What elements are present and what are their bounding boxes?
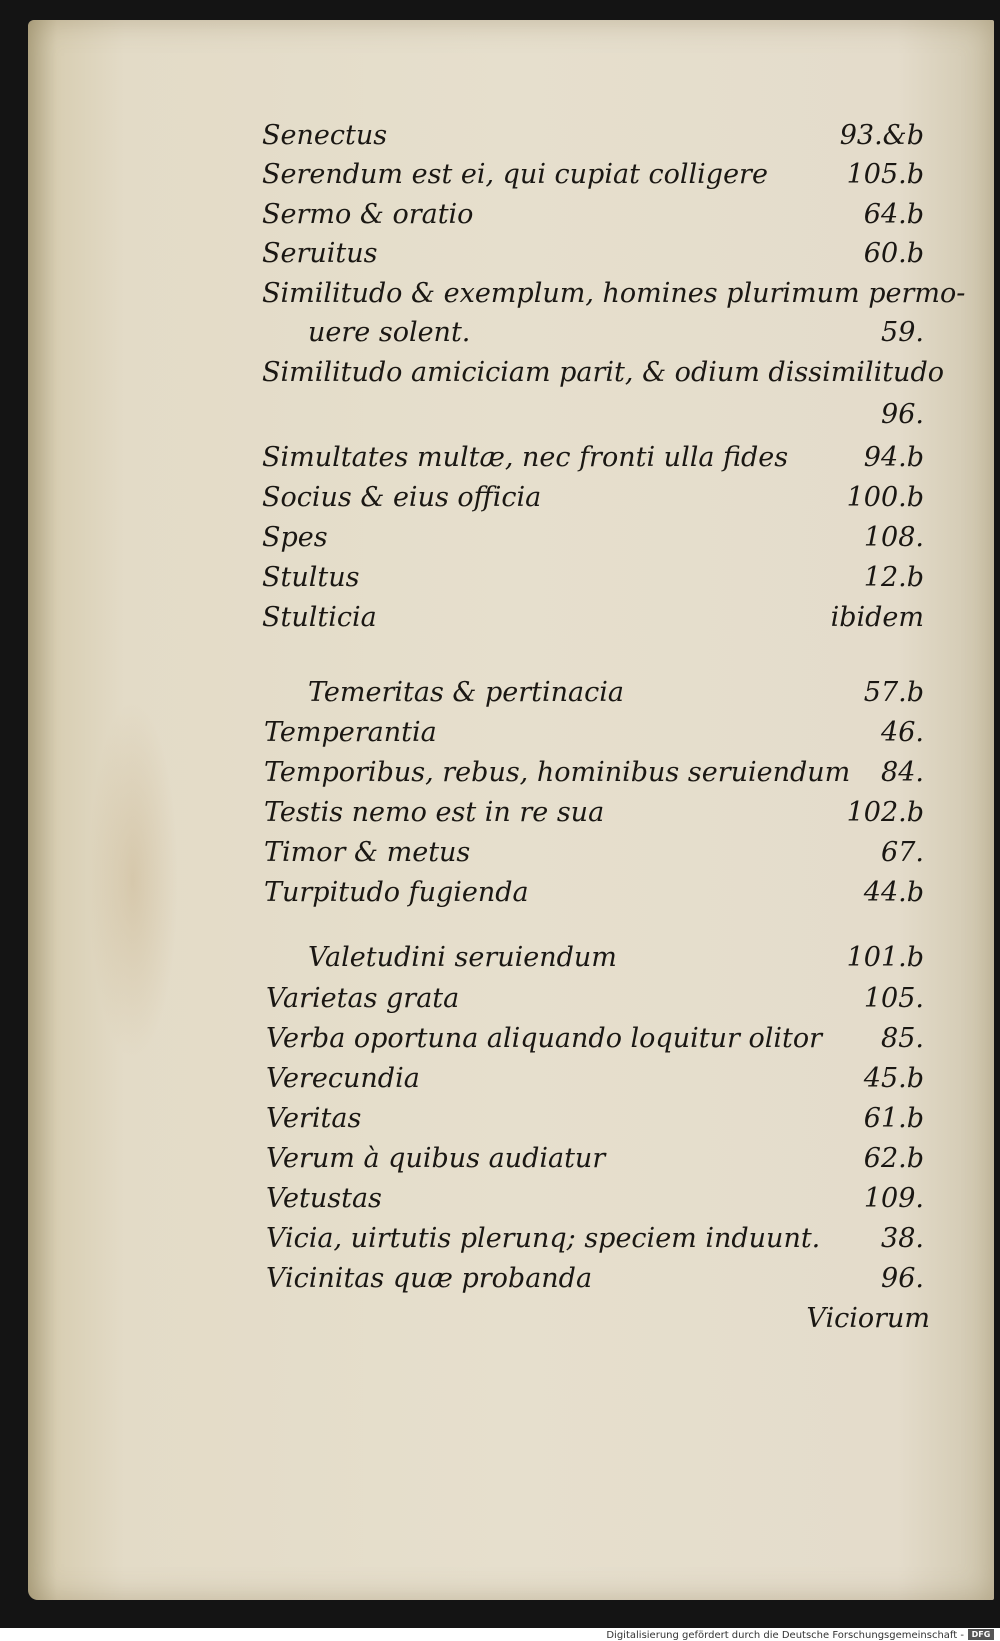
entry-page-ref: 61.b — [863, 1103, 924, 1134]
entry-term: Spes — [262, 522, 328, 553]
entry-term: Simultates multæ, nec fronti ulla fides — [262, 442, 789, 473]
entry-page-ref: 64.b — [863, 199, 924, 230]
index-entry — [262, 598, 924, 638]
index-entry — [266, 1019, 924, 1059]
digitization-credit: Digitalisierung gefördert durch die Deutsche Forschungsgemeinschaft - — [606, 1630, 964, 1641]
index-entry — [266, 1179, 924, 1219]
entry-page-ref: ibidem — [830, 602, 924, 633]
entry-term: Temperantia — [264, 717, 437, 748]
index-entry — [262, 395, 924, 435]
entry-term: Turpitudo fugienda — [264, 877, 529, 908]
index-entry — [266, 979, 924, 1019]
index-entry — [262, 195, 924, 235]
entry-page-ref: 84. — [881, 757, 924, 788]
entry-page-ref: 96. — [881, 1263, 924, 1294]
entry-term: Verba oportuna aliquando loquitur olitor — [266, 1023, 822, 1054]
entry-term: Verecundia — [266, 1063, 420, 1094]
entry-page-ref: 93.&b — [839, 120, 924, 151]
index-entry — [264, 753, 924, 793]
entry-term: uere solent. — [308, 317, 471, 348]
index-entry — [308, 673, 924, 713]
index-entry — [262, 274, 966, 314]
entry-term: Stultus — [262, 562, 360, 593]
entry-page-ref: 59. — [881, 317, 924, 348]
entry-term: Vicinitas quæ probanda — [266, 1263, 593, 1294]
entry-page-ref: 94.b — [863, 442, 924, 473]
index-entry — [266, 1059, 924, 1099]
entry-term: Temeritas & pertinacia — [308, 677, 625, 708]
entry-term: Stulticia — [262, 602, 377, 633]
index-entry — [264, 713, 924, 753]
entry-page-ref: 38. — [881, 1223, 924, 1254]
entry-term: Seruitus — [262, 238, 378, 269]
index-entry — [262, 116, 924, 156]
index-entry — [262, 234, 924, 274]
index-entry — [262, 558, 924, 598]
dfg-logo: DFG — [968, 1629, 994, 1640]
entry-page-ref: 105. — [863, 983, 924, 1014]
entry-page-ref: 44.b — [863, 877, 924, 908]
index-entry — [308, 313, 924, 353]
index-entry — [264, 833, 924, 873]
entry-term: Valetudini seruiendum — [308, 942, 617, 973]
entry-page-ref: 60.b — [863, 238, 924, 269]
entry-page-ref: 45.b — [863, 1063, 924, 1094]
entry-page-ref: 12.b — [863, 562, 924, 593]
entry-page-ref: 108. — [863, 522, 924, 553]
entry-page-ref: 101.b — [846, 942, 924, 973]
entry-term: Socius & eius officia — [262, 482, 542, 513]
entry-page-ref: 62.b — [863, 1143, 924, 1174]
catchword — [780, 1299, 930, 1339]
entry-term: Veritas — [266, 1103, 362, 1134]
entry-page-ref: 96. — [881, 399, 924, 430]
entry-term: Vicia, uirtutis plerunq; speciem induunt. — [266, 1223, 821, 1254]
entry-term: Similitudo amiciciam parit, & odium dissimilitudo — [262, 357, 944, 388]
index-entry — [262, 353, 944, 393]
index-entry — [264, 793, 924, 833]
entry-page-ref: 105.b — [846, 159, 924, 190]
entry-term: Timor & metus — [264, 837, 471, 868]
catchword-text: Viciorum — [806, 1303, 930, 1334]
index-entry — [264, 873, 924, 913]
index-entry — [266, 1139, 924, 1179]
entry-page-ref: 85. — [881, 1023, 924, 1054]
entry-term: Similitudo & exemplum, homines plurimum permo- — [262, 278, 966, 309]
page-stain — [88, 700, 178, 1060]
entry-term: Sermo & oratio — [262, 199, 474, 230]
entry-term: Testis nemo est in re sua — [264, 797, 605, 828]
index-entry — [262, 478, 924, 518]
index-entry — [262, 438, 924, 478]
index-entry — [266, 1099, 924, 1139]
index-entry — [308, 938, 924, 978]
index-entry — [262, 518, 924, 558]
index-entry — [262, 155, 924, 195]
index-entry — [266, 1219, 924, 1259]
entry-page-ref: 46. — [881, 717, 924, 748]
entry-term: Senectus — [262, 120, 388, 151]
entry-page-ref: 57.b — [863, 677, 924, 708]
entry-page-ref: 67. — [881, 837, 924, 868]
entry-page-ref: 109. — [863, 1183, 924, 1214]
entry-page-ref: 100.b — [846, 482, 924, 513]
entry-term: Varietas grata — [266, 983, 460, 1014]
entry-term: Temporibus, rebus, hominibus seruiendum — [264, 757, 851, 788]
entry-term: Serendum est ei, qui cupiat colligere — [262, 159, 768, 190]
entry-page-ref: 102.b — [846, 797, 924, 828]
entry-term: Verum à quibus audiatur — [266, 1143, 606, 1174]
entry-term: Vetustas — [266, 1183, 382, 1214]
index-entry — [266, 1259, 924, 1299]
